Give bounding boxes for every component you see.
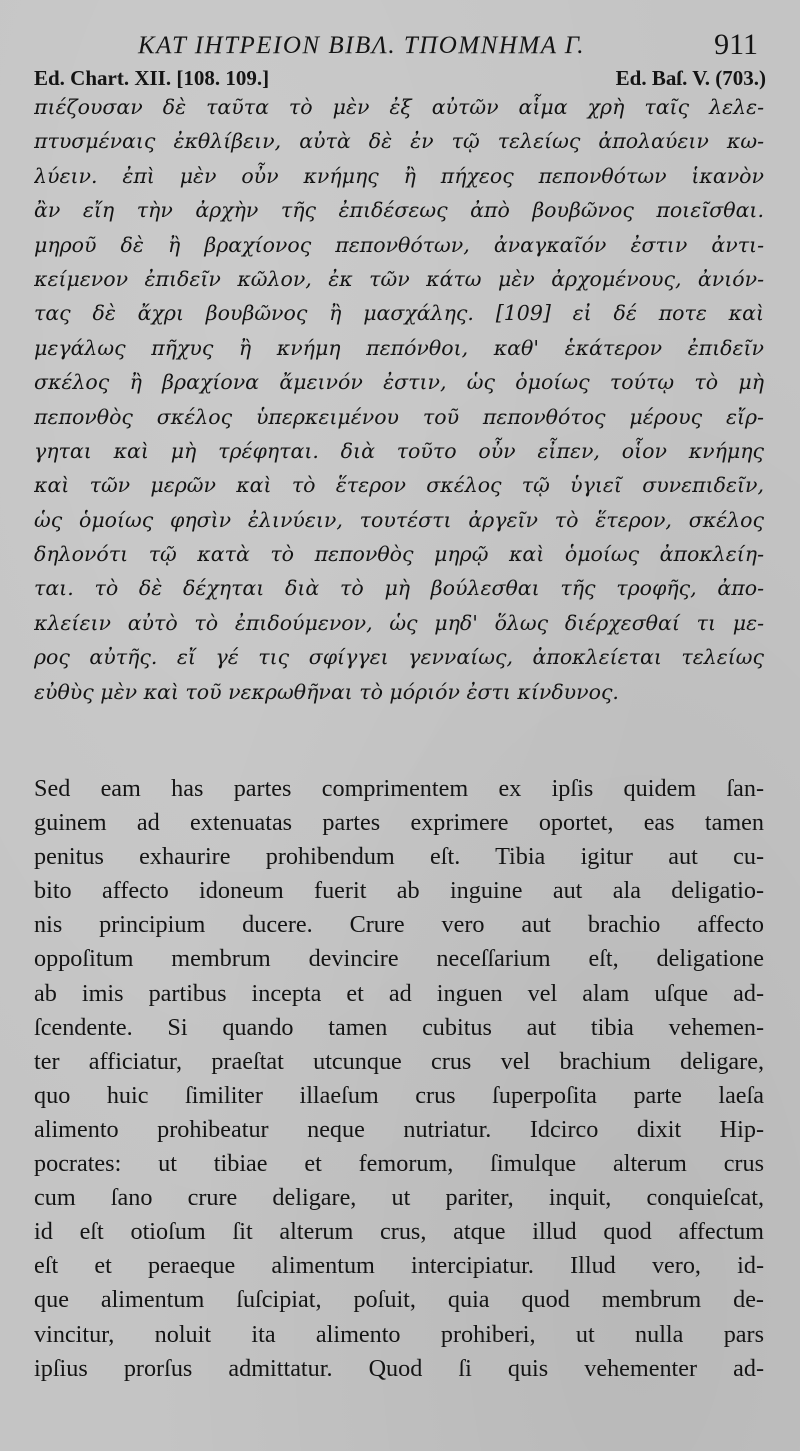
latin-text-line: penitus exhaurire prohibendum eſt. Tibia igitur aut cu- xyxy=(34,843,764,871)
latin-text-line: alimento prohibeatur neque nutriatur. Idcirco dixit Hip- xyxy=(34,1115,764,1143)
greek-text-line: μηροῦ δὲ ἢ βραχίονος πεπονθότων, ἀναγκαῖόν ἐστιν ἀντι- xyxy=(34,232,764,257)
greek-text-line: ὡς ὁμοίως φησὶν ἐλινύειν, τουτέστι ἀργεῖν τὸ ἕτερον, σκέλος xyxy=(34,507,764,532)
latin-text-line: id eſt otioſum ſit alterum crus, atque illud quod affectum xyxy=(34,1218,764,1246)
greek-text-line: εὐθὺς μὲν καὶ τοῦ νεκρωθῆναι τὸ μόριόν ἐστι κίνδυνος. xyxy=(34,679,619,704)
latin-text-line: Sed eam has partes comprimentem ex ipſis quidem ſan- xyxy=(34,775,764,802)
latin-text-block xyxy=(34,772,764,1386)
latin-text-line: eſt et peraeque alimentum intercipiatur. Illud vero, id- xyxy=(34,1252,764,1280)
greek-text-line: πιέζουσαν δὲ ταῦτα τὸ μὲν ἐξ αὐτῶν αἷμα χρὴ ταῖς λελε- xyxy=(34,95,764,119)
latin-text-line: oppoſitum membrum devincire neceſſarium eſt, deligatione xyxy=(34,945,764,973)
edition-reference-chartier: Ed. Chart. XII. [108. 109.] xyxy=(34,66,270,90)
edition-reference-basel: Ed. Baſ. V. (703.) xyxy=(615,66,766,90)
latin-text-line: quo huic ſimiliter illaeſum crus ſuperpoſita parte laeſa xyxy=(34,1081,764,1109)
latin-text-line: que alimentum ſuſcipiat, poſuit, quia quod membrum de- xyxy=(34,1286,764,1314)
greek-text-line: ἂν εἴη τὴν ἀρχὴν τῆς ἐπιδέσεως ἀπὸ βουβῶνος ποιεῖσθαι. xyxy=(34,198,764,223)
greek-text-line: πεπονθὸς σκέλος ὑπερκειμένου τοῦ πεπονθότος μέρους εἴρ- xyxy=(34,404,764,429)
running-title: ΚΑΤ ΙΗΤΡΕΙΟΝ ΒΙΒΛ. ΤΠΟΜΝΗΜΑ Γ. xyxy=(138,32,586,59)
greek-text-line: κλείειν αὐτὸ τὸ ἐπιδούμενον, ὡς μηδ' ὅλως διέρχεσθαί τι με- xyxy=(34,610,764,635)
latin-text-line: ter afficiatur, praeſtat utcunque crus vel brachium deligare, xyxy=(34,1047,764,1075)
latin-text-line: bito affecto idoneum fuerit ab inguine aut ala deligatio- xyxy=(34,877,764,905)
greek-text-line: μεγάλως πῆχυς ἢ κνήμη πεπόνθοι, καθ' ἑκάτερον ἐπιδεῖν xyxy=(34,335,764,360)
greek-text-block xyxy=(34,90,764,709)
greek-text-line: δηλονότι τῷ κατὰ τὸ πεπονθὸς μηρῷ καὶ ὁμοίως ἀποκλείη- xyxy=(34,542,764,567)
latin-text-line: guinem ad extenuatas partes exprimere oportet, eas tamen xyxy=(34,809,764,837)
latin-text-line: ſcendente. Si quando tamen cubitus aut tibia vehemen- xyxy=(34,1013,764,1041)
latin-text-line: nis principium ducere. Crure vero aut brachio affecto xyxy=(34,911,764,939)
greek-text-line: τας δὲ ἄχρι βουβῶνος ἢ μασχάλης. [109] εἰ δέ ποτε καὶ xyxy=(34,301,764,326)
greek-text-line: ται. τὸ δὲ δέχηται διὰ τὸ μὴ βούλεσθαι τῆς τροφῆς, ἀπο- xyxy=(34,576,764,601)
page-number: 911 xyxy=(714,28,758,61)
greek-text-line: καὶ τῶν μερῶν καὶ τὸ ἕτερον σκέλος τῷ ὑγιεῖ συνεπιδεῖν, xyxy=(34,473,764,498)
latin-text-line: ab imis partibus incepta et ad inguen vel alam uſque ad- xyxy=(34,979,764,1007)
latin-text-line: pocrates: ut tibiae et femorum, ſimulque alterum crus xyxy=(34,1150,764,1178)
latin-text-line: cum ſano crure deligare, ut pariter, inquit, conquieſcat, xyxy=(34,1184,764,1212)
greek-text-line: λύειν. ἐπὶ μὲν οὖν κνήμης ἢ πήχεος πεπονθότων ἱκανὸν xyxy=(34,163,764,188)
greek-text-line: κείμενον ἐπιδεῖν κῶλον, ἐκ τῶν κάτω μὲν ἀρχομένους, ἀνιόν- xyxy=(34,266,764,291)
greek-text-line: πτυσμέναις ἐκθλίβειν, αὐτὰ δὲ ἐν τῷ τελείως ἀπολαύειν κω- xyxy=(34,129,764,154)
latin-text-line: ipſius prorſus admittatur. Quod ſi quis vehementer ad- xyxy=(34,1354,764,1382)
greek-text-line: γηται καὶ μὴ τρέφηται. διὰ τοῦτο οὖν εἶπεν, οἷον κνήμης xyxy=(34,438,764,463)
greek-text-line: ρος αὐτῆς. εἴ γέ τις σφίγγει γενναίως, ἀποκλείεται τελείως xyxy=(34,645,764,670)
latin-text-line: vincitur, noluit ita alimento prohiberi, ut nulla pars xyxy=(34,1320,764,1348)
running-head xyxy=(0,26,800,66)
greek-text-line: σκέλος ἢ βραχίονα ἄμεινόν ἐστιν, ὡς ὁμοίως τούτῳ τὸ μὴ xyxy=(34,370,764,395)
